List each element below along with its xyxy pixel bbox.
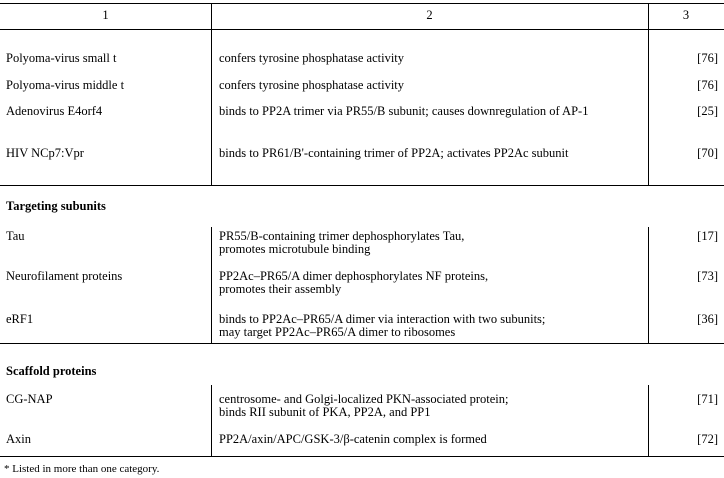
row-name: Neurofilament proteins — [6, 269, 123, 283]
col-divider-2 — [648, 385, 649, 456]
bottom-rule — [0, 456, 724, 457]
section-rule-1 — [0, 185, 724, 186]
row-reference: [71] — [697, 392, 718, 406]
row-name: Tau — [6, 229, 25, 243]
col-divider-1 — [211, 227, 212, 343]
row-description: binds to PR61/B'-containing trimer of PP2A; activates PP2Ac subunit — [219, 146, 569, 160]
row-description: confers tyrosine phosphatase activity — [219, 51, 405, 65]
row-description-line-2: may target PP2Ac–PR65/A dimer to ribosomes — [219, 325, 456, 339]
row-description-line-1: centrosome- and Golgi-localized PKN-associated protein; — [219, 392, 509, 406]
row-reference: [72] — [697, 432, 718, 446]
row-reference: [76] — [697, 51, 718, 65]
row-description-line-1: PR55/B-containing trimer dephosphorylates Tau, — [219, 229, 465, 243]
row-reference: [73] — [697, 269, 718, 283]
header-col-2: 2 — [426, 8, 433, 22]
row-description: confers tyrosine phosphatase activity — [219, 78, 405, 92]
row-reference: [36] — [697, 312, 718, 326]
row-name: Adenovirus E4orf4 — [6, 104, 103, 118]
section-title-targeting: Targeting subunits — [6, 199, 106, 213]
header-col-1: 1 — [102, 8, 109, 22]
row-description: PP2A/axin/APC/GSK-3/β-catenin complex is formed — [219, 432, 487, 446]
row-description-line-2: binds RII subunit of PKA, PP2A, and PP1 — [219, 405, 431, 419]
row-description-line-1: PP2Ac–PR65/A dimer dephosphorylates NF proteins, — [219, 269, 489, 283]
row-reference: [25] — [697, 104, 718, 118]
section-title-scaffold: Scaffold proteins — [6, 364, 97, 378]
col-divider-1 — [211, 385, 212, 456]
row-reference: [17] — [697, 229, 718, 243]
row-reference: [76] — [697, 78, 718, 92]
row-name: Axin — [6, 432, 31, 446]
row-description-line-1: binds to PP2Ac–PR65/A dimer via interaction with two subunits; — [219, 312, 546, 326]
row-description: binds to PP2A trimer via PR55/B subunit; causes downregulation of AP-1 — [219, 104, 589, 118]
section-rule-2 — [0, 343, 724, 344]
col-divider-1 — [211, 3, 212, 185]
top-rule — [0, 3, 724, 4]
footnote: * Listed in more than one category. — [4, 463, 160, 475]
col-divider-2 — [648, 3, 649, 185]
col-divider-2 — [648, 227, 649, 343]
row-description-line-2: promotes microtubule binding — [219, 242, 371, 256]
header-rule — [0, 29, 724, 30]
row-description-line-2: promotes their assembly — [219, 282, 342, 296]
row-name: Polyoma-virus small t — [6, 51, 117, 65]
row-reference: [70] — [697, 146, 718, 160]
row-name: eRF1 — [6, 312, 34, 326]
row-name: HIV NCp7:Vpr — [6, 146, 84, 160]
row-name: CG-NAP — [6, 392, 53, 406]
header-col-3: 3 — [682, 8, 690, 22]
row-name: Polyoma-virus middle t — [6, 78, 125, 92]
